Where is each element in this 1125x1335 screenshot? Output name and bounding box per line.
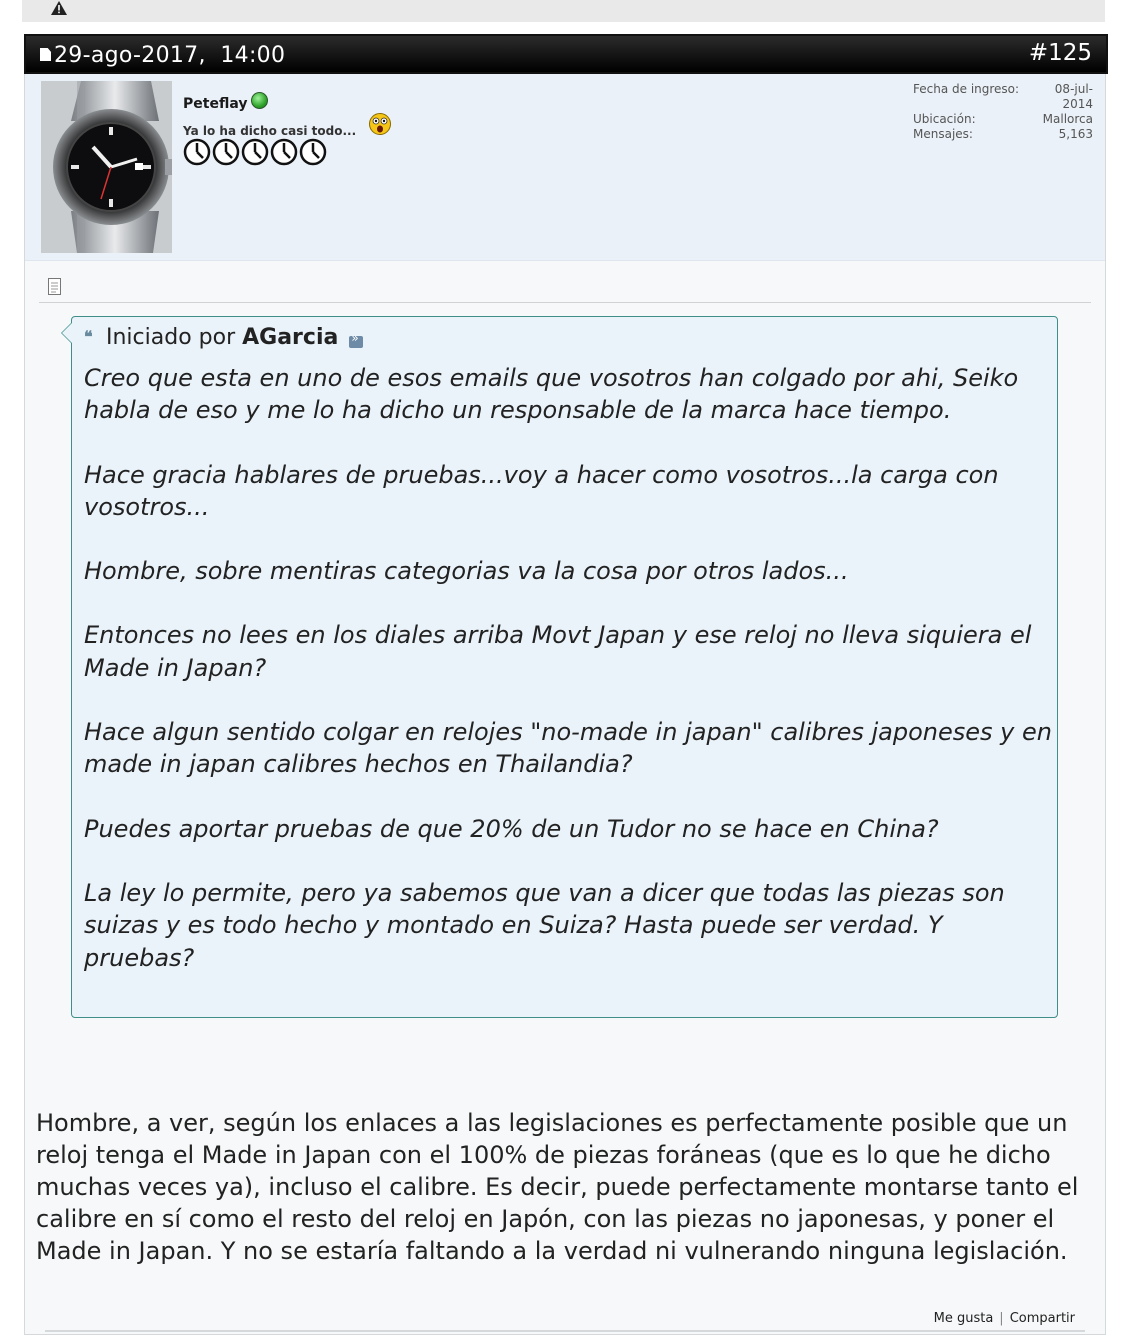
share-link[interactable]: Compartir [1009, 1311, 1075, 1326]
previous-post-footer [22, 0, 1105, 22]
joined-label: Fecha de ingreso: [913, 82, 1020, 96]
quote-paragraph: Hace gracia hablares de pruebas...voy a hacer como vosotros...la carga con vosotros... [84, 460, 999, 521]
shocked-smiley-icon [368, 112, 392, 136]
post-date-text: 29-ago-2017, [54, 43, 206, 68]
post-actions [934, 1311, 1075, 1326]
quote-paragraph: La ley lo permite, pero ya sabemos que van a dicer que todas las piezas son suizas y es todo hecho y montado en Suiza? Hasta puede ser verdad. Y pruebas? [84, 878, 1005, 972]
quote-pointer [61, 322, 72, 344]
reputation-clock-icon [270, 138, 298, 166]
actions-separator: | [999, 1311, 1004, 1326]
post-number-link[interactable]: #125 [1028, 40, 1092, 66]
quote-box [71, 316, 1058, 1018]
online-status-icon [251, 92, 268, 109]
quote-header [84, 325, 363, 350]
reputation-clock-icon [299, 138, 327, 166]
posts-row [913, 127, 1093, 142]
post-icon [40, 48, 51, 61]
reputation-clock-icon [212, 138, 240, 166]
user-stats [913, 82, 1093, 142]
joined-row [913, 82, 1093, 112]
like-link[interactable]: Me gusta [933, 1311, 994, 1326]
quote-prefix: Iniciado por [106, 325, 236, 350]
report-warning-icon[interactable] [50, 0, 68, 16]
username-link[interactable]: Peteflay [183, 96, 248, 112]
post-message: Hombre, a ver, según los enlaces a las legislaciones es perfectamente posible que un reloj tenga el Made in Japan con el 100% de piezas foráneas (que es lo que he dicho muchas veces ya), incluso el calibre. Es decir, puede perfectamente montarse tanto el calibre en sí como el resto del reloj en Japón, con las piezas no japonesas, y poner el Made in Japan. Y no se estaría faltando a la verdad ni vulnerando ninguna legislación. [36, 1109, 1079, 1265]
quote-text [84, 362, 1054, 974]
location-value: Mallorca [1042, 112, 1093, 126]
divider [45, 1330, 1085, 1332]
reputation-row [183, 138, 327, 166]
divider [39, 302, 1091, 303]
post-time-text: 14:00 [220, 43, 286, 68]
user-info-panel [25, 74, 1105, 261]
location-label: Ubicación: [913, 112, 976, 126]
quote-paragraph: Puedes aportar pruebas de que 20% de un Tudor no se hace en China? [84, 814, 939, 843]
user-title: Ya lo ha dicho casi todo... [183, 124, 357, 138]
posts-value: 5,163 [1058, 127, 1093, 141]
avatar[interactable] [41, 81, 172, 253]
view-post-icon[interactable] [349, 336, 363, 348]
post-header [24, 34, 1108, 74]
post-document-icon [47, 277, 63, 297]
forum-post [24, 34, 1106, 1335]
joined-value: 08-jul-2014 [1054, 82, 1093, 111]
post-date [40, 43, 285, 68]
quote-author: AGarcia [242, 325, 339, 350]
quote-paragraph: Hace algun sentido colgar en relojes "no-made in japan" calibres japoneses y en made in japan calibres hechos en Thailandia? [84, 718, 1052, 779]
quote-paragraph: Creo que esta en uno de esos emails que vosotros han colgado por ahi, Seiko habla de eso y me lo ha dicho un responsable de la marca hace tiempo. [84, 364, 1019, 425]
quote-icon: ❝ [84, 327, 93, 346]
location-row [913, 112, 1093, 127]
quote-paragraph: Entonces no lees en los diales arriba Movt Japan y ese reloj no lleva siquiera el Made in Japan? [84, 621, 1032, 682]
quote-paragraph: Hombre, sobre mentiras categorias va la cosa por otros lados... [84, 557, 849, 586]
reputation-clock-icon [241, 138, 269, 166]
watch-avatar-image [41, 81, 172, 253]
reputation-clock-icon [183, 138, 211, 166]
posts-label: Mensajes: [913, 127, 973, 141]
